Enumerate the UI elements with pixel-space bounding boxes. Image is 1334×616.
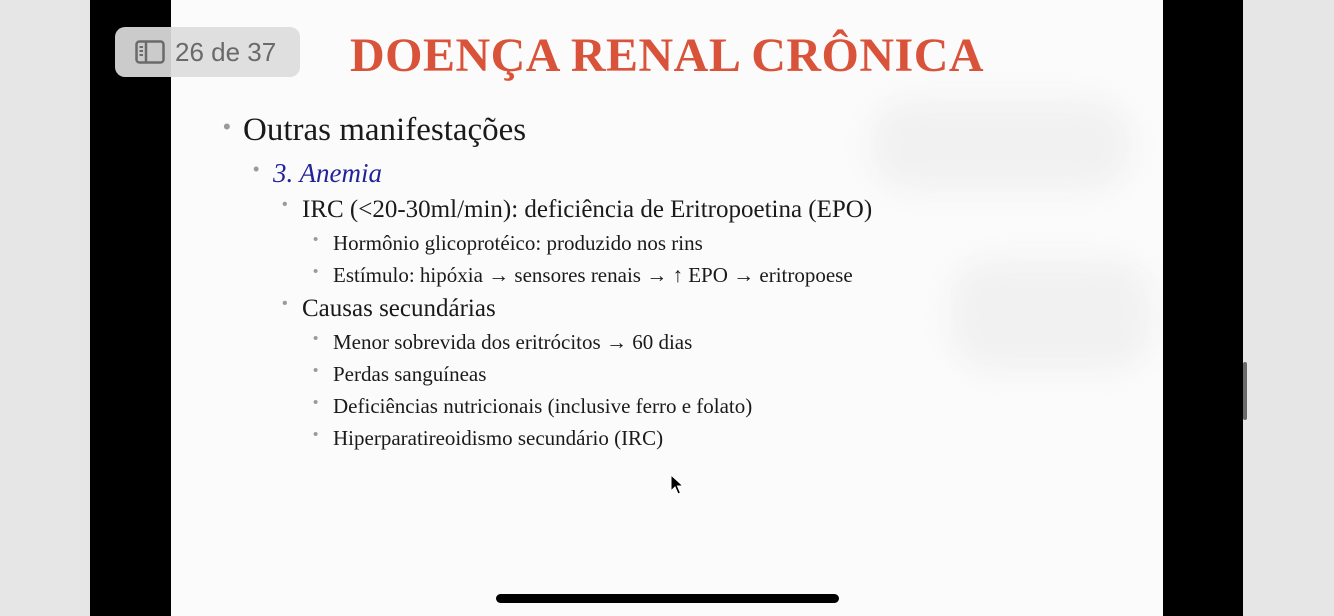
bullet-dot: • (313, 330, 319, 347)
bullet-dot: • (253, 159, 260, 179)
bullet-text: Hiperparatireoidismo secundário (IRC) (333, 426, 664, 450)
glare (951, 260, 1151, 370)
bullet-item (313, 394, 753, 419)
bullet-item (282, 196, 873, 224)
bullet-dot: • (313, 426, 319, 443)
bullet-dot: • (313, 394, 319, 411)
bullet-text: Estímulo: hipóxia → sensores renais → ↑ EPO → eritropoese (333, 263, 853, 287)
bullet-text: Perdas sanguíneas (333, 362, 487, 386)
bullet-dot: • (313, 362, 319, 379)
slide-title: DOENÇA RENAL CRÔNICA (349, 29, 985, 82)
sidebar-icon[interactable] (135, 40, 165, 64)
side-handle[interactable] (1243, 362, 1247, 420)
bullet-text: Causas secundárias (302, 295, 496, 322)
bullet-dot: • (313, 263, 319, 280)
bullet-text: Hormônio glicoprotéico: produzido nos rins (333, 231, 703, 255)
bullet-text: Outras manifestações (243, 112, 527, 148)
bullet-item (313, 362, 487, 387)
bullet-dot: • (282, 196, 288, 213)
bullet-item (282, 295, 496, 323)
mouse-pointer-icon (670, 474, 684, 496)
bullet-dot: • (313, 231, 319, 248)
page-indicator[interactable] (115, 27, 300, 77)
page-counter: 26 de 37 (175, 36, 277, 67)
bullet-item (253, 158, 382, 189)
bullet-text: 3. Anemia (273, 158, 382, 188)
bullet-text: Menor sobrevida dos eritrócitos → 60 dias (333, 330, 693, 354)
bullet-item (313, 426, 664, 451)
bullet-item (313, 263, 853, 288)
glare (871, 100, 1131, 190)
bullet-dot: • (282, 295, 288, 312)
bullet-dot: • (223, 114, 231, 139)
bullet-item (223, 112, 527, 149)
bullet-text: Deficiências nutricionais (inclusive ferro e folato) (333, 394, 753, 418)
bullet-item (313, 231, 703, 256)
bullet-item (313, 330, 693, 355)
slide (171, 0, 1163, 616)
bullet-text: IRC (<20-30ml/min): deficiência de Eritropoetina (EPO) (302, 196, 873, 223)
home-indicator[interactable] (496, 594, 839, 603)
